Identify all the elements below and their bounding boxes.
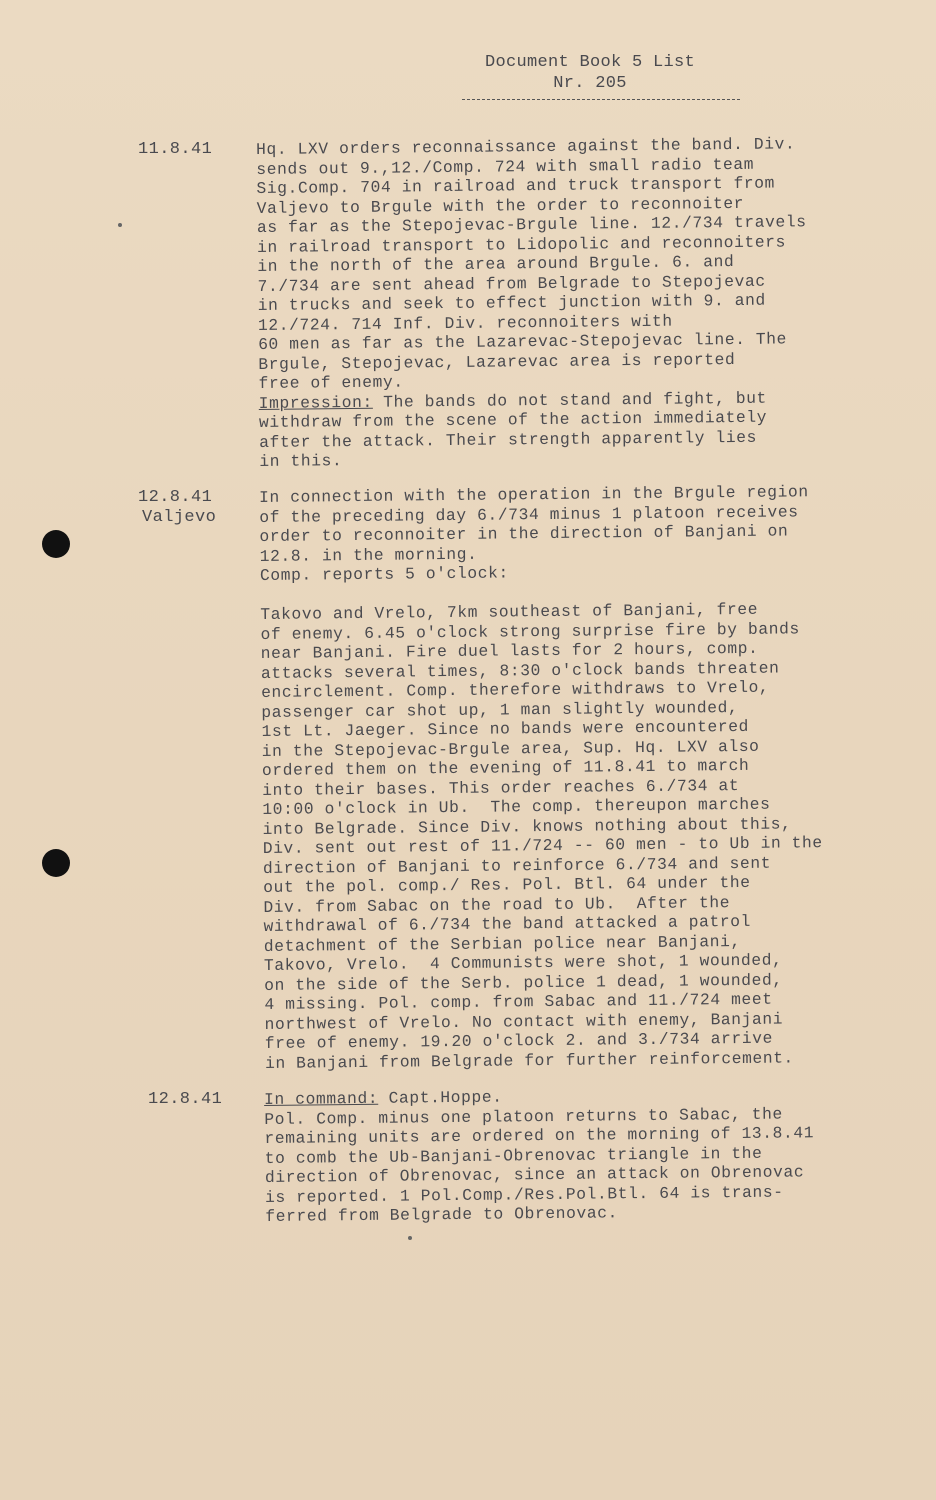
text-line: as far as the Stepojevac-Brgule line. 12./734 travels (256, 212, 807, 237)
text-line: after the attack. Their strength apparently lies (259, 427, 758, 452)
text-line: in Banjani from Belgrade for further reinforcement. (264, 1047, 794, 1073)
text-line: into Belgrade. Since Div. knows nothing about this, (262, 813, 792, 839)
text-line: passenger car shot up, 1 man slightly wounded, (261, 697, 739, 722)
entry-text (259, 481, 905, 1073)
text-line: Valjevo to Brgule with the order to reconnoiter (256, 193, 745, 218)
text-line: Takovo and Vrelo, 7km southeast of Banjani, free (260, 599, 759, 624)
text-line: ferred from Belgrade to Obrenovac. (265, 1203, 618, 1226)
text-line: attacks several times, 8:30 o'clock bands threaten (260, 658, 780, 683)
entry-place: Valjevo (142, 508, 217, 527)
text-line: 10:00 o'clock in Ub. The comp. thereupon marches (262, 794, 771, 819)
text-line: in the Stepojevac-Brgule area, Sup. Hq. LXV also (261, 736, 760, 761)
text-line: withdraw from the scene of the action immediately (258, 407, 768, 432)
text-line: on the side of the Serb. police 1 dead, 1 wounded, (264, 970, 783, 995)
text-line: ordered them on the evening of 11.8.41 to march (261, 755, 750, 780)
impression-label: Impression: (258, 392, 373, 413)
document-header (440, 52, 740, 94)
document-number: Nr. 205 (553, 74, 627, 93)
text-line: 12.8. in the morning. (259, 544, 478, 566)
text-line: of the preceding day 6./734 minus 1 platoon receives (259, 501, 799, 527)
text-line: in railroad transport to Lidopolic and reconnoiters (257, 231, 787, 257)
text-line: out the pol. comp./ Res. Pol. Btl. 64 under the (263, 872, 751, 897)
entry-date: 11.8.41 (138, 140, 213, 159)
text-line: into their bases. This order reaches 6./734 at (262, 775, 740, 800)
text-line: 60 men as far as the Lazarevac-Stepojevac line. The (258, 329, 788, 354)
text-line: 12./724. 714 Inf. Div. reconnoiters with (257, 311, 673, 335)
text-line: northwest of Vrelo. No contact with enemy, Banjani (264, 1009, 784, 1034)
text-line: is reported. 1 Pol.Comp./Res.Pol.Btl. 64 is trans- (265, 1182, 784, 1207)
text-line: free of enemy. 19.20 o'clock 2. and 3./734 arrive (264, 1028, 774, 1053)
text-line: in trucks and seek to effect junction with 9. and (257, 290, 766, 315)
command-label: In command: (264, 1088, 379, 1109)
text-line: 1st Lt. Jaeger. Since no bands were encountered (261, 716, 750, 741)
text-line: free of enemy. (258, 372, 404, 393)
text-line: Sig.Comp. 704 in railroad and truck transport from (256, 173, 776, 198)
punch-hole (42, 530, 70, 558)
text-line: sends out 9.,12./Comp. 724 with small radio team (256, 154, 755, 179)
text-line: near Banjani. Fire duel lasts for 2 hours, comp. (260, 638, 759, 663)
entry-date: 12.8.41 (138, 488, 213, 507)
text-line: of enemy. 6.45 o'clock strong surprise fire by bands (260, 618, 800, 644)
header-divider (462, 99, 740, 100)
text-line: Hq. LXV orders reconnaissance against the band. Div. (256, 134, 796, 159)
text-line: order to reconnoiter in the direction of Banjani on (259, 521, 789, 546)
text-line: The bands do not stand and fight, but (372, 388, 767, 412)
text-line: in the north of the area around Brgule. 6. and (257, 251, 735, 276)
text-line: Brgule, Stepojevac, Lazarevac area is reported (258, 349, 736, 374)
text-line: in this. (259, 451, 343, 471)
text-line: direction of Obrenovac, since an attack on Obrenovac (264, 1162, 805, 1187)
entry-text (256, 133, 899, 471)
text-line: In connection with the operation in the Brgule region (259, 482, 809, 507)
entry-text (264, 1083, 905, 1226)
paper-speck (118, 223, 122, 227)
command-value: Capt.Hoppe. (378, 1087, 503, 1108)
entry-date: 12.8.41 (148, 1090, 223, 1109)
text-line: detachment of the Serbian police near Banjani, (263, 931, 741, 956)
document-title: Document Book 5 List (484, 53, 696, 72)
text-line: 4 missing. Pol. comp. from Sabac and 11./724 meet (264, 989, 773, 1014)
text-line: Div. from Sabac on the road to Ub. After the (263, 892, 731, 917)
text-line: Pol. Comp. minus one platoon returns to Sabac, the (264, 1104, 783, 1129)
text-line: 7./734 are sent ahead from Belgrade to Stepojevac (257, 271, 766, 296)
text-line: Takovo, Vrelo. 4 Communists were shot, 1 wounded, (263, 950, 783, 975)
paper-speck (408, 1236, 412, 1240)
text-line: Div. sent out rest of 11./724 -- 60 men - to Ub in the (262, 833, 823, 858)
text-line: Comp. reports 5 o'clock: (259, 563, 509, 585)
text-line: to comb the Ub-Banjani-Obrenovac triangle in the (264, 1143, 763, 1168)
punch-hole (42, 849, 70, 877)
text-line: withdrawal of 6./734 the band attacked a patrol (263, 911, 752, 936)
text-line: direction of Banjani to reinforce 6./734 and sent (262, 853, 772, 878)
text-line: remaining units are ordered on the morning of 13.8.41 (264, 1123, 815, 1148)
text-line: encirclement. Comp. therefore withdraws to Vrelo, (261, 677, 770, 702)
